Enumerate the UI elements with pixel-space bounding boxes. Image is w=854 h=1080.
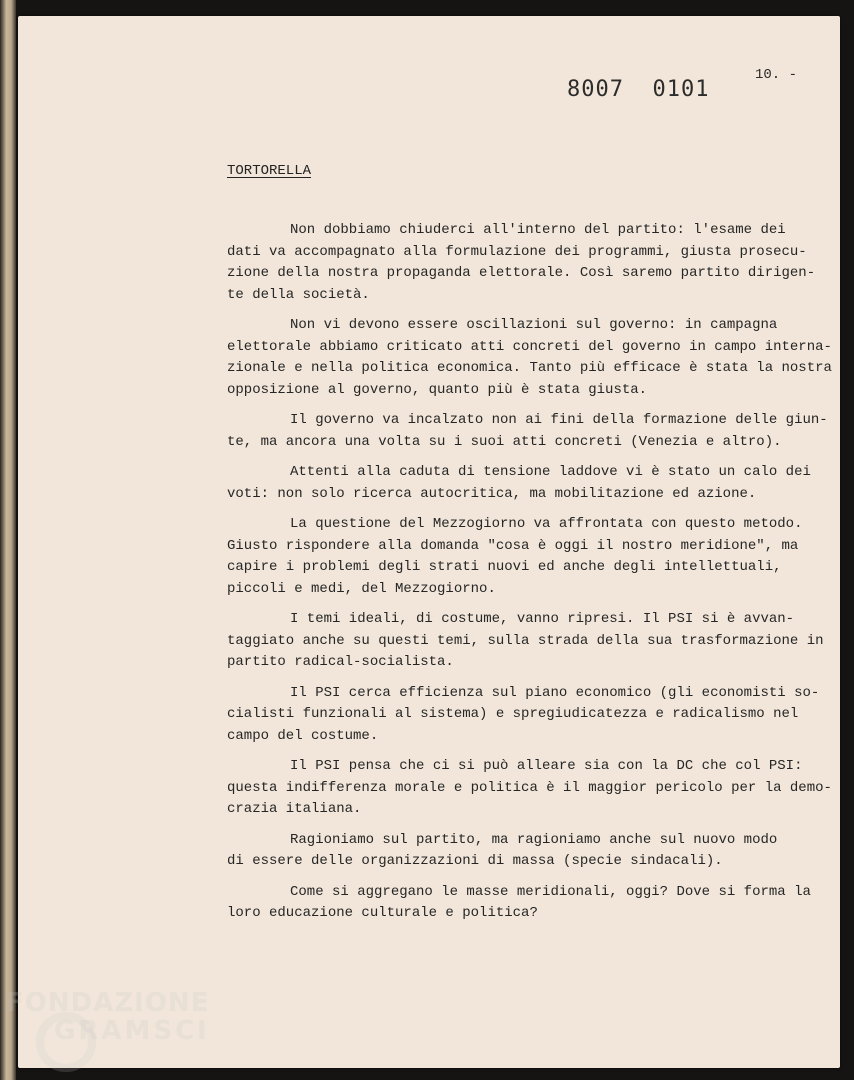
body-text	[227, 220, 832, 934]
watermark	[6, 990, 210, 1044]
text-line: Attenti alla caduta di tensione laddove vi è stato un calo dei	[290, 464, 811, 480]
text-line: Non vi devono essere oscillazioni sul governo: in campagna	[290, 317, 778, 333]
text-line: piccoli e medi, del Mezzogiorno.	[227, 580, 496, 597]
text-line: crazia italiana.	[227, 801, 362, 817]
text-line: di essere delle organizzazioni di massa (specie sindacali).	[227, 853, 723, 869]
paragraph	[227, 609, 824, 674]
text-line: opposizione al governo, quanto più è stata giusta.	[227, 381, 648, 398]
paragraph	[227, 514, 817, 600]
paragraph	[227, 220, 817, 306]
text-line: cialisti funzionali al sistema) e spregiudicatezza e radicalismo nel	[227, 706, 799, 722]
text-line: capire i problemi degli strati nuovi ed anche degli intellettuali,	[227, 559, 782, 575]
watermark-line2: GRAMSCI	[54, 1016, 210, 1046]
paragraph	[227, 882, 817, 925]
text-line: I temi ideali, di costume, vanno ripresi. Il PSI si è avvan-	[290, 611, 795, 627]
paragraph	[227, 315, 832, 401]
text-line: loro educazione culturale e politica?	[227, 905, 538, 921]
watermark-line1: FONDAZIONE	[6, 988, 210, 1018]
text-line: Il PSI cerca efficienza sul piano economico (gli economisti so-	[290, 684, 820, 701]
text-line: Non dobbiamo chiuderci all'interno del partito: l'esame dei	[290, 222, 786, 238]
text-line: questa indifferenza morale e politica è il maggior pericolo per la demo-	[227, 779, 832, 796]
text-line: zionale e nella politica economica. Tanto più efficace è stata la nostra	[227, 360, 832, 376]
speaker-heading: TORTORELLA	[227, 163, 312, 179]
paragraph	[227, 462, 817, 505]
archive-code-right: 0101	[652, 77, 710, 102]
paragraph	[227, 830, 817, 873]
paragraph	[227, 756, 832, 821]
page-number: 10. -	[755, 67, 798, 83]
text-line: Come si aggregano le masse meridionali, oggi? Dove si forma la	[290, 883, 811, 900]
text-line: te della società.	[227, 286, 370, 303]
text-line: partito radical-socialista.	[227, 654, 454, 670]
text-line: Giusto rispondere alla domanda "cosa è oggi il nostro meridione", ma	[227, 537, 799, 554]
binder-edge	[0, 0, 16, 1080]
text-line: voti: non solo ricerca autocritica, ma mobilitazione ed azione.	[227, 485, 757, 502]
text-line: dati va accompagnato alla formulazione dei programmi, giusta prosecu-	[227, 243, 807, 260]
paragraph	[227, 410, 828, 453]
text-line: campo del costume.	[227, 727, 379, 744]
text-line: te, ma ancora una volta su i suoi atti concreti (Venezia e altro).	[227, 433, 782, 450]
text-line: Il governo va incalzato non ai fini della formazione delle giun-	[290, 412, 828, 428]
text-line: zione della nostra propaganda elettorale. Così saremo partito dirigen-	[227, 265, 816, 281]
text-line: elettorale abbiamo criticato atti concreti del governo in campo interna-	[227, 338, 832, 355]
archive-code-left: 8007	[567, 77, 624, 102]
text-line: Ragioniamo sul partito, ma ragioniamo anche sul nuovo modo	[290, 831, 778, 848]
paragraph	[227, 683, 820, 748]
text-line: La questione del Mezzogiorno va affrontata con questo metodo.	[290, 516, 803, 532]
archive-code	[567, 77, 709, 102]
text-line: taggiato anche su questi temi, sulla strada della sua trasformazione in	[227, 632, 824, 649]
text-line: Il PSI pensa che ci si può alleare sia con la DC che col PSI:	[290, 758, 803, 774]
